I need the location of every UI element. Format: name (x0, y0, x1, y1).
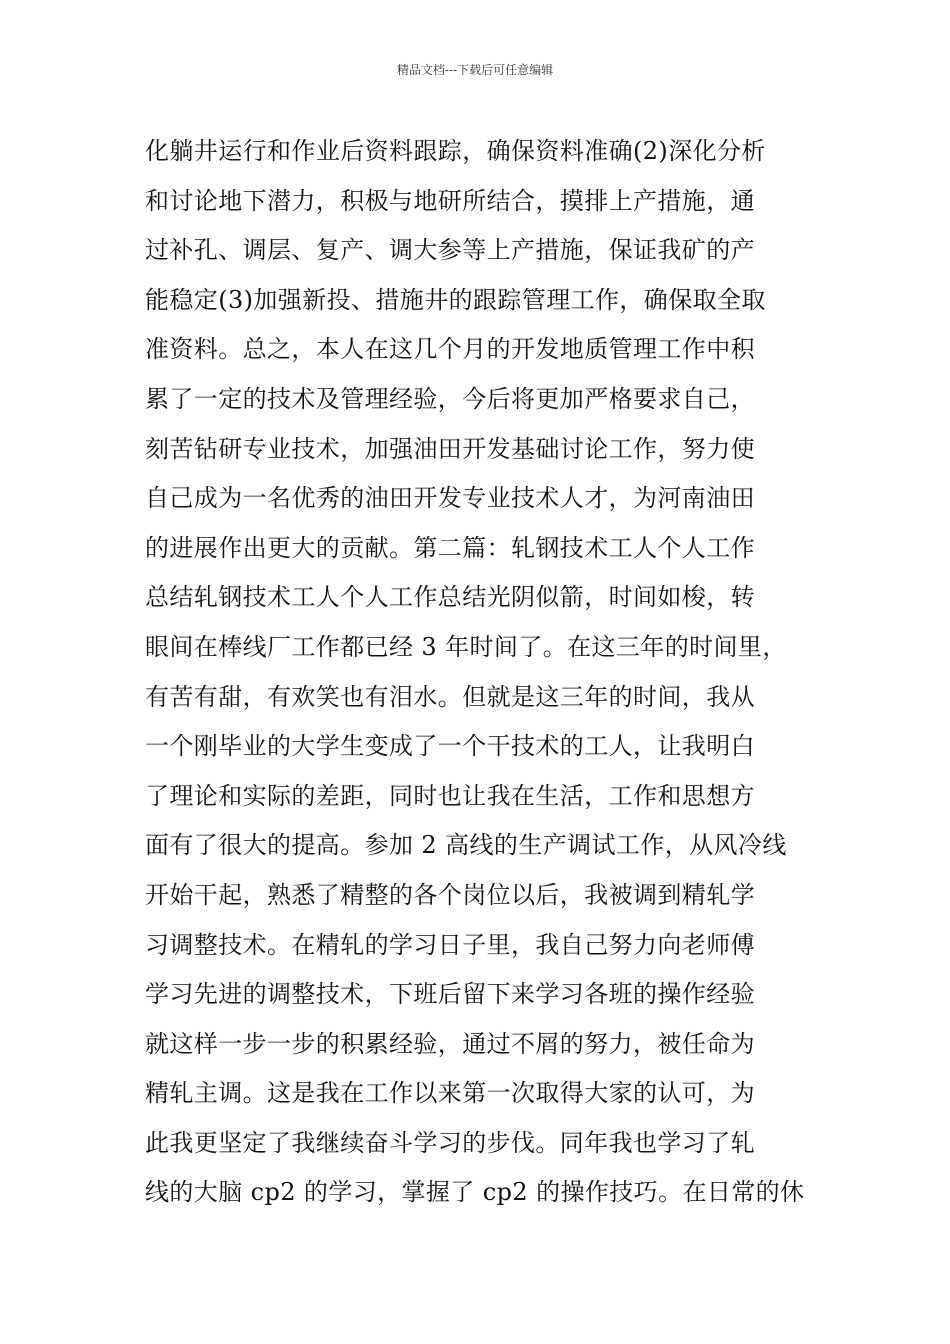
text-line: 化躺井运行和作业后资料跟踪，确保资料准确(2)深化分析 (145, 137, 766, 165)
text-line: 一个刚毕业的大学生变成了一个干技术的工人，让我明白 (145, 732, 755, 761)
document-body (145, 127, 810, 1218)
text-line: 累了一定的技术及管理经验，今后将更加严格要求自己， (145, 384, 755, 413)
text-line: 开始干起，熟悉了精整的各个岗位以后，我被调到精轧学 (145, 880, 755, 909)
text-line: 过补孔、调层、复产、调大参等上产措施，保证我矿的产 (145, 236, 755, 265)
text-line: 就这样一步一步的积累经验，通过不屑的努力，被任命为 (145, 1029, 755, 1058)
text-line: 精轧主调。这是我在工作以来第一次取得大家的认可，为 (145, 1079, 755, 1108)
text-line: 自己成为一名优秀的油田开发专业技术人才，为河南油田 (145, 484, 755, 513)
text-line: 有苦有甜，有欢笑也有泪水。但就是这三年的时间，我从 (145, 682, 755, 711)
text-line: 眼间在棒线厂工作都已经 3 年时间了。在这三年的时间里， (145, 632, 787, 661)
text-line: 线的大脑 cp2 的学习，掌握了 cp2 的操作技巧。在日常的休 (145, 1178, 805, 1207)
text-line: 总结轧钢技术工人个人工作总结光阴似箭，时间如梭，转 (145, 583, 755, 612)
text-line: 习调整技术。在精轧的学习日子里，我自己努力向老师傅 (145, 930, 755, 959)
text-line: 刻苦钻研专业技术，加强油田开发基础讨论工作，努力使 (145, 434, 755, 463)
text-line: 准资料。总之，本人在这几个月的开发地质管理工作中积 (145, 335, 755, 364)
text-line: 的进展作出更大的贡献。第二篇：轧钢技术工人个人工作 (145, 533, 755, 562)
text-line: 面有了很大的提高。参加 2 高线的生产调试工作，从风冷线 (145, 831, 787, 860)
text-line: 了理论和实际的差距，同时也让我在生活，工作和思想方 (145, 781, 755, 810)
text-line: 学习先进的调整技术，下班后留下来学习各班的操作经验 (145, 980, 755, 1009)
text-line: 此我更坚定了我继续奋斗学习的步伐。同年我也学习了轧 (145, 1128, 755, 1157)
page-header: 精品文档---下载后可任意编辑 (396, 63, 554, 77)
text-line: 能稳定(3)加强新投、措施井的跟踪管理工作，确保取全取 (145, 285, 766, 314)
text-line: 和讨论地下潜力，积极与地研所结合，摸排上产措施，通 (145, 186, 755, 215)
